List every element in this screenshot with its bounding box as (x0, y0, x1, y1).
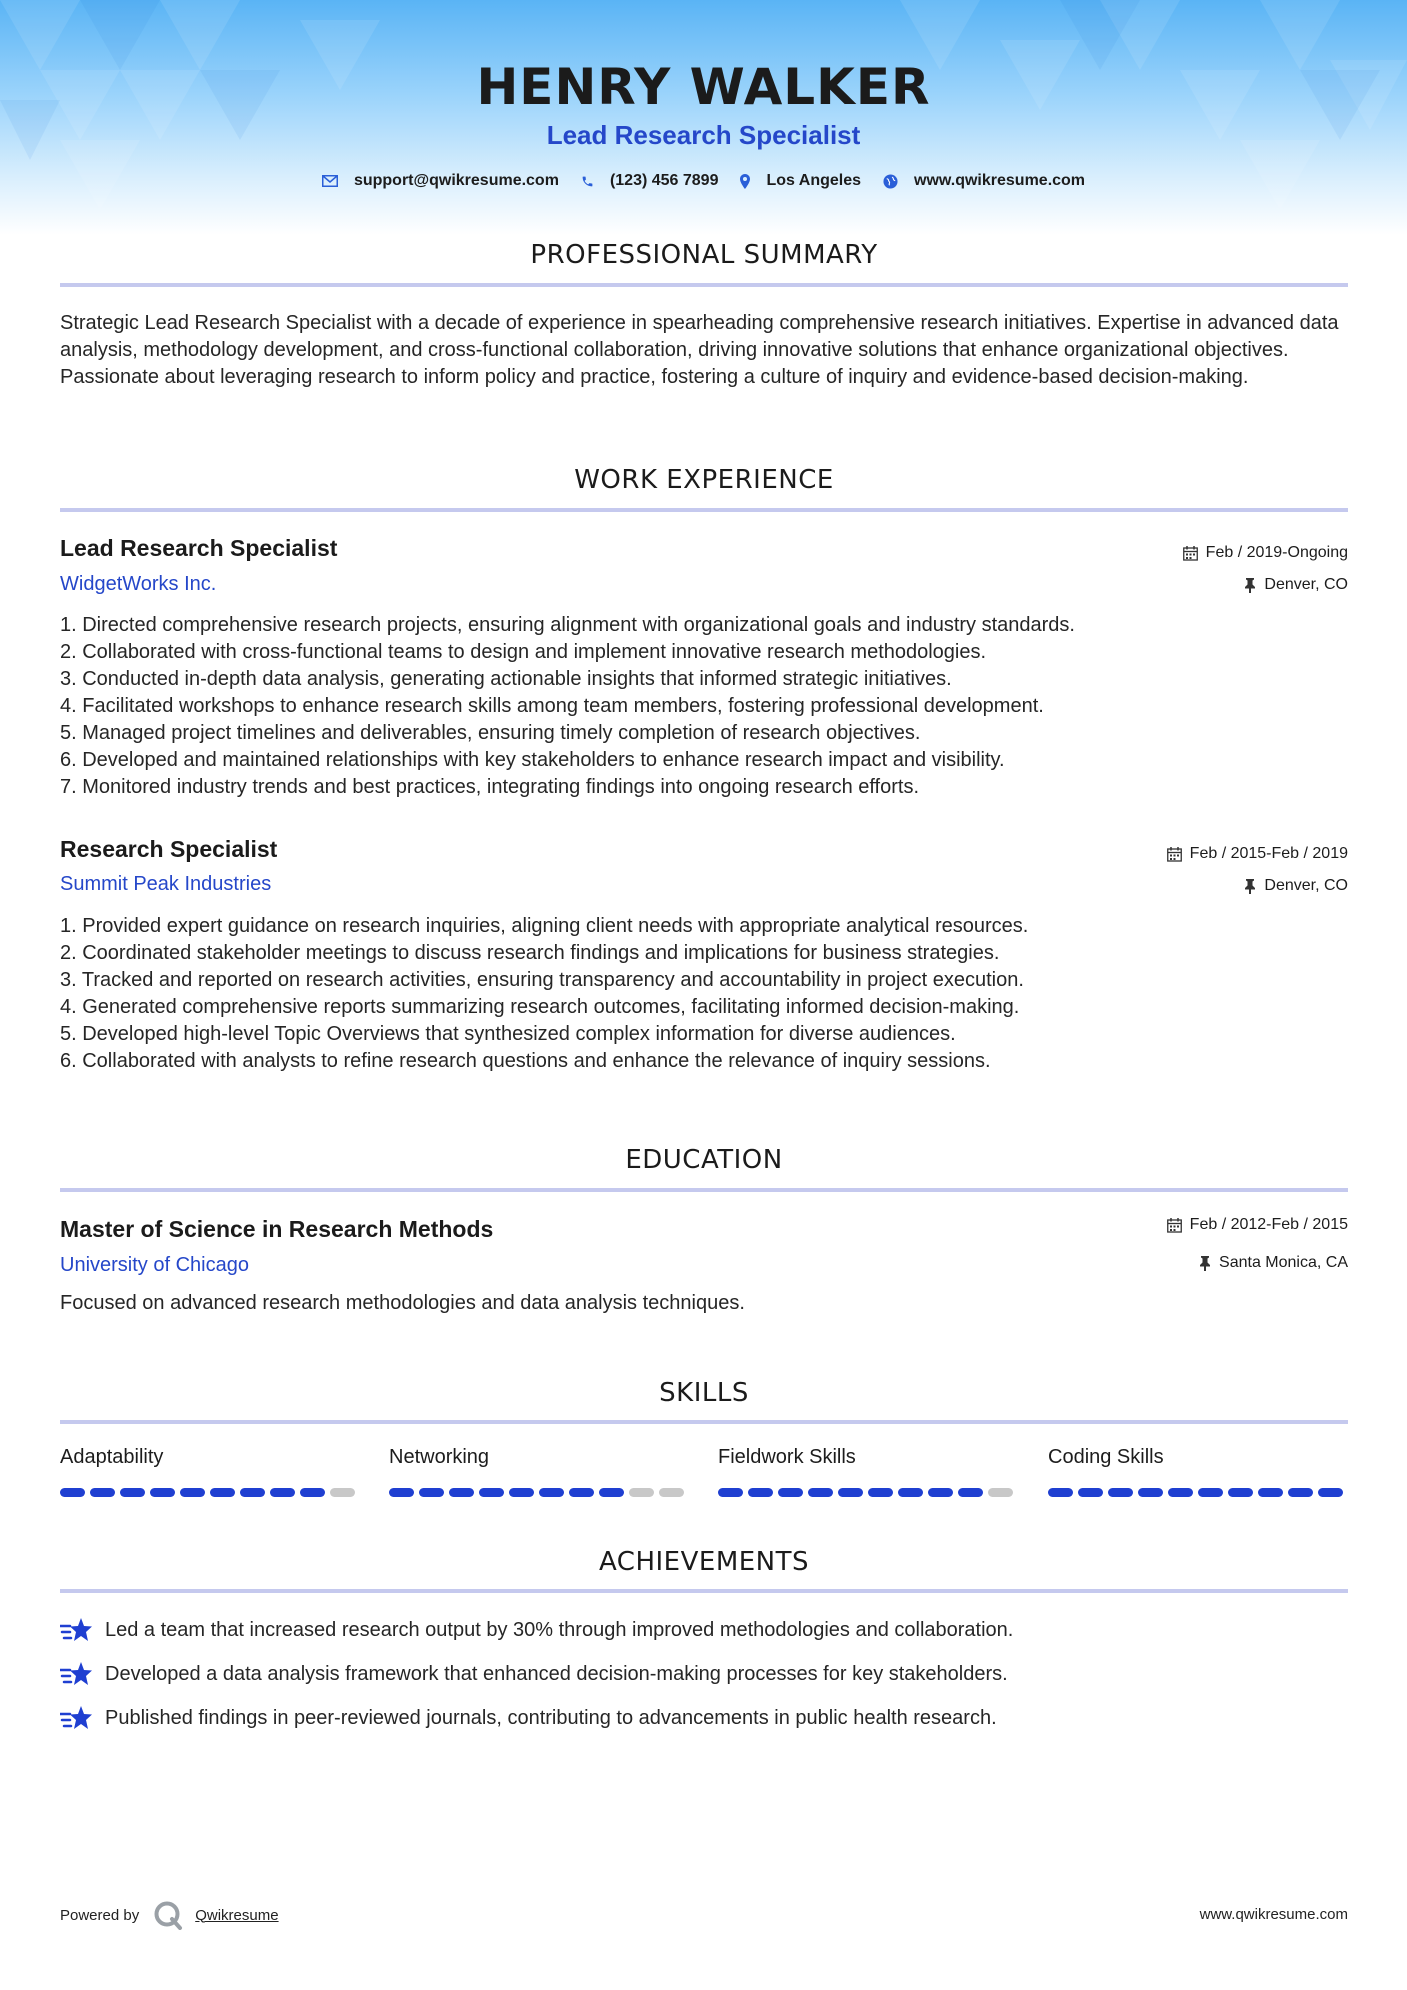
contact-email-text: support@qwikresume.com (353, 172, 559, 189)
skill-level-filled (868, 1488, 893, 1497)
skill-level-filled (150, 1488, 175, 1497)
education-location (1199, 1254, 1348, 1272)
skill-level-filled (1288, 1488, 1313, 1497)
section-divider (60, 1589, 1348, 1593)
footer-website[interactable]: www.qwikresume.com (1199, 1906, 1348, 1923)
skill-level-filled (958, 1488, 983, 1497)
skill-item (718, 1446, 1018, 1497)
company-name: WidgetWorks Inc. (60, 573, 217, 595)
contact-phone-text: (123) 456 7899 (609, 172, 719, 189)
achievement-item (60, 1660, 1008, 1688)
skill-level-bar (718, 1488, 1018, 1497)
skill-level-bar (60, 1488, 360, 1497)
skill-level-filled (928, 1488, 953, 1497)
list-item: 5. Managed project timelines and deliverables, ensuring timely completion of research objectives. (60, 722, 921, 744)
skill-item (60, 1446, 360, 1497)
job-title: Research Specialist (60, 836, 278, 862)
qwikresume-logo-icon (153, 1900, 183, 1930)
skill-level-filled (808, 1488, 833, 1497)
skill-level-filled (60, 1488, 85, 1497)
list-item: 2. Coordinated stakeholder meetings to discuss research findings and implications for business strategies. (60, 942, 1000, 964)
skill-level-empty (629, 1488, 654, 1497)
section-title-experience: WORK EXPERIENCE (574, 465, 834, 495)
triangle-pattern (0, 0, 1407, 235)
job-location (1244, 877, 1348, 895)
company-name: Summit Peak Industries (60, 873, 272, 895)
list-item: 5. Developed high-level Topic Overviews that synthesized complex information for diverse audiences. (60, 1023, 956, 1045)
contact-location-text: Los Angeles (766, 172, 862, 189)
achievement-item (60, 1616, 1013, 1644)
skill-level-empty (988, 1488, 1013, 1497)
skill-level-filled (599, 1488, 624, 1497)
list-item: 1. Directed comprehensive research projects, ensuring alignment with organizational goals and industry standards. (60, 614, 1075, 636)
skill-level-filled (1078, 1488, 1103, 1497)
list-item: 3. Tracked and reported on research activities, ensuring transparency and accountability in project execution. (60, 969, 1024, 991)
section-divider (60, 508, 1348, 512)
skill-level-filled (509, 1488, 534, 1497)
contact-email[interactable] (322, 172, 559, 190)
calendar-icon (1167, 847, 1182, 862)
education-description: Focused on advanced research methodologies and data analysis techniques. (60, 1292, 745, 1314)
section-divider (60, 1188, 1348, 1192)
skill-name: Networking (389, 1446, 490, 1468)
pushpin-icon (1199, 1256, 1211, 1271)
skill-level-filled (838, 1488, 863, 1497)
skill-level-filled (718, 1488, 743, 1497)
job-location-text: Denver, CO (1264, 877, 1348, 894)
skill-level-filled (748, 1488, 773, 1497)
header-background (0, 0, 1407, 235)
list-item: 4. Generated comprehensive reports summarizing research outcomes, facilitating informed decision-making. (60, 996, 1020, 1018)
skill-level-filled (1258, 1488, 1283, 1497)
list-item: 6. Collaborated with analysts to refine research questions and enhance the relevance of inquiry sessions. (60, 1050, 991, 1072)
achievement-item (60, 1704, 997, 1732)
list-item: 1. Provided expert guidance on research inquiries, aligning client needs with appropriate analytical resources. (60, 915, 1029, 937)
skill-level-filled (210, 1488, 235, 1497)
skill-name: Coding Skills (1048, 1446, 1164, 1468)
skill-level-bar (389, 1488, 689, 1497)
achievement-text: Published findings in peer-reviewed journals, contributing to advancements in public health research. (105, 1706, 997, 1729)
section-divider (60, 1420, 1348, 1424)
achievement-text: Developed a data analysis framework that enhanced decision-making processes for key stakeholders. (105, 1662, 1008, 1685)
section-title-education: EDUCATION (625, 1145, 783, 1175)
education-dates (1167, 1216, 1348, 1234)
list-item: 2. Collaborated with cross-functional teams to design and implement innovative research methodologies. (60, 641, 987, 663)
skill-item (1048, 1446, 1348, 1497)
list-item: 7. Monitored industry trends and best practices, integrating findings into ongoing research efforts. (60, 776, 920, 798)
footer-credit (60, 1900, 279, 1930)
job-location (1244, 576, 1348, 594)
skill-item (389, 1446, 689, 1497)
section-title-skills: SKILLS (659, 1378, 749, 1408)
achievement-text: Led a team that increased research output by 30% through improved methodologies and collaboration. (105, 1618, 1014, 1641)
qwikresume-link[interactable]: Qwikresume (195, 1906, 279, 1924)
skill-level-filled (389, 1488, 414, 1497)
powered-by-label: Powered by (60, 1906, 140, 1924)
skill-name: Adaptability (60, 1446, 164, 1468)
education-dates-text: Feb / 2012-Feb / 2015 (1189, 1216, 1348, 1233)
skill-level-filled (1318, 1488, 1343, 1497)
job-dates-text: Feb / 2015-Feb / 2019 (1189, 845, 1348, 862)
school-name: University of Chicago (60, 1254, 249, 1276)
skill-level-filled (1228, 1488, 1253, 1497)
skill-level-filled (778, 1488, 803, 1497)
job-dates (1167, 845, 1348, 863)
skill-level-filled (1048, 1488, 1073, 1497)
phone-icon (581, 175, 594, 188)
contact-website[interactable] (883, 172, 1085, 190)
summary-text: Strategic Lead Research Specialist with a decade of experience in spearheading comprehensive research initiatives. Expertise in advanced data analysis, methodology development, and cross-functional collaboration, driving innovative solutions that enhance organizational objectives. Passionate about leveraging research to inform policy and practice, fostering a culture of inquiry and evidence-based decision-making. (60, 312, 1339, 388)
pushpin-icon (1244, 578, 1256, 593)
skill-level-filled (90, 1488, 115, 1497)
job-duties-list (60, 913, 1350, 1075)
section-title-summary: PROFESSIONAL SUMMARY (530, 240, 878, 270)
skill-name: Fieldwork Skills (718, 1446, 856, 1468)
list-item: 3. Conducted in-depth data analysis, generating actionable insights that informed strategic initiatives. (60, 668, 952, 690)
skill-level-filled (449, 1488, 474, 1497)
pushpin-icon (1244, 879, 1256, 894)
contact-location (740, 172, 861, 190)
job-title: Lead Research Specialist (60, 535, 338, 561)
skill-level-filled (479, 1488, 504, 1497)
skill-level-empty (330, 1488, 355, 1497)
skill-level-filled (240, 1488, 265, 1497)
skill-level-filled (1138, 1488, 1163, 1497)
shooting-star-icon (60, 1704, 92, 1732)
skill-level-filled (569, 1488, 594, 1497)
shooting-star-icon (60, 1660, 92, 1688)
skill-level-filled (1108, 1488, 1133, 1497)
degree-title: Master of Science in Research Methods (60, 1216, 494, 1242)
envelope-icon (322, 175, 338, 187)
contact-bar (0, 172, 1407, 190)
job-dates-text: Feb / 2019-Ongoing (1205, 544, 1348, 561)
skill-level-filled (270, 1488, 295, 1497)
skill-level-filled (300, 1488, 325, 1497)
job-location-text: Denver, CO (1264, 576, 1348, 593)
job-duties-list (60, 612, 1350, 801)
skill-level-filled (1168, 1488, 1193, 1497)
candidate-role: Lead Research Specialist (546, 120, 861, 150)
shooting-star-icon (60, 1616, 92, 1644)
calendar-icon (1167, 1218, 1182, 1233)
skill-level-filled (120, 1488, 145, 1497)
skill-level-filled (180, 1488, 205, 1497)
list-item: 4. Facilitated workshops to enhance research skills among team members, fostering professional development. (60, 695, 1044, 717)
skill-level-filled (539, 1488, 564, 1497)
contact-website-text: www.qwikresume.com (914, 172, 1086, 189)
candidate-name: HENRY WALKER (476, 58, 931, 116)
skill-level-filled (898, 1488, 923, 1497)
contact-phone[interactable] (581, 172, 719, 190)
section-divider (60, 283, 1348, 287)
section-title-achievements: ACHIEVEMENTS (598, 1547, 810, 1577)
skill-level-empty (659, 1488, 684, 1497)
education-location-text: Santa Monica, CA (1219, 1254, 1348, 1271)
list-item: 6. Developed and maintained relationships with key stakeholders to enhance research impact and visibility. (60, 749, 1005, 771)
skill-level-bar (1048, 1488, 1348, 1497)
calendar-icon (1183, 546, 1198, 561)
map-pin-icon (740, 174, 750, 189)
job-dates (1183, 544, 1348, 562)
skill-level-filled (1198, 1488, 1223, 1497)
globe-icon (883, 174, 898, 189)
skill-level-filled (419, 1488, 444, 1497)
